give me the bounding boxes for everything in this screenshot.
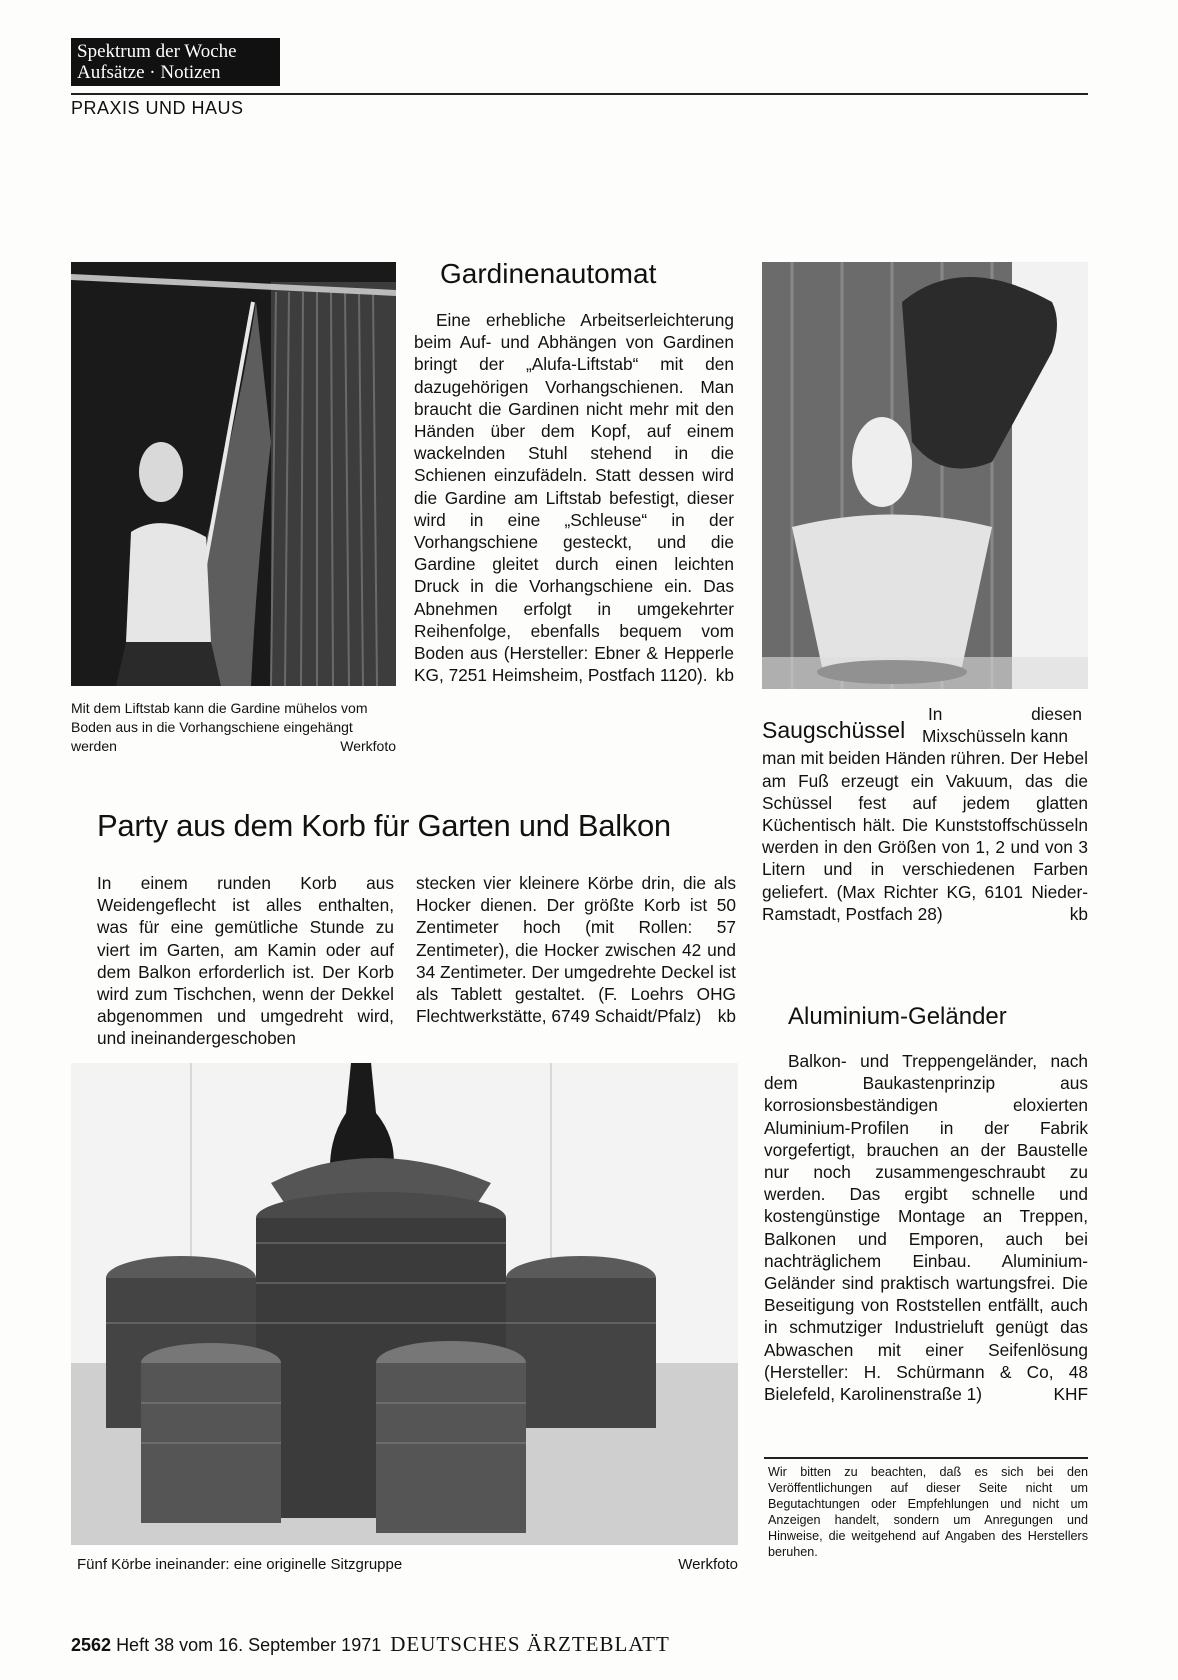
baskets-caption	[77, 1555, 738, 1574]
section-label: PRAXIS UND HAUS	[71, 98, 244, 118]
curtain-caption-credit: Werkfoto	[340, 738, 396, 754]
baskets-caption-credit: Werkfoto	[678, 1556, 738, 1573]
page-number: 2562	[71, 1635, 112, 1655]
saug-title: Saugschüssel	[762, 717, 906, 743]
party-col-1: In einem runden Korb aus Weidengeflecht ist alles enthalten, was für eine gemütliche Stunde zu viert im Garten, am Kamin oder auf dem Balkon erforderlich ist. Der Korb wird zum Tischchen, wenn der Dekkel abgenommen und umgedreht wird, und ineinandergeschoben	[97, 873, 394, 1049]
alu-text: Balkon- und Treppengeländer, nach dem Baukastenprinzip aus korrosionsbeständigen eloxierten Aluminium-Profilen in der Fabrik vorgefertigt, brauchen an der Baustelle nur noch zusammengeschraubt zu werden. Das ergibt schnelle und kostengünstige Montage an Treppen, Balkonen und Emporen, auch bei nachträglichem Einbau. Aluminium-Geländer sind praktisch wartungsfrei. Die Beseitigung von Roststellen entfällt, auch in schmutziger Industrieluft genügt das Abwaschen mit einer Seifenlösung (Hersteller: H. Schürmann & Co, 48 Bielefeld, Karolinenstraße 1)	[764, 1051, 1088, 1405]
gardinen-signature: kb	[715, 665, 734, 686]
saug-body	[762, 747, 1088, 925]
saug-intro: In diesen Mixschüsseln kann	[922, 704, 1082, 747]
masthead-line-1: Spektrum der Woche	[77, 41, 237, 62]
page-footer	[71, 1632, 670, 1657]
gardinen-body	[414, 309, 734, 686]
alu-title: Aluminium-Geländer	[788, 1003, 1007, 1030]
party-col-2-text: stecken vier kleinere Körbe drin, die als Hocker dienen. Der größte Korb ist 50 Zentimeter hoch (mit Rollen: 57 Zentimeter), die Hocker zwischen 42 und 34 Zentimeter. Der umgedrehte Deckel ist als Tablett gestaltet. (F. Loehrs OHG Flechtwerkstätte, 6749 Schaidt/Pfalz)	[416, 873, 736, 1027]
bowl-photo	[762, 262, 1088, 689]
saug-article	[762, 703, 1088, 925]
party-col-2	[416, 872, 736, 1027]
magazine-name: DEUTSCHES ÄRZTEBLATT	[390, 1632, 670, 1656]
baskets-photo	[71, 1063, 738, 1545]
notice-rule	[764, 1457, 1088, 1459]
curtain-photo	[71, 262, 396, 686]
party-signature: kb	[717, 1006, 736, 1027]
gardinen-title: Gardinenautomat	[440, 258, 657, 289]
masthead-box	[71, 38, 280, 86]
saug-text: man mit beiden Händen rühren. Der Hebel am Fuß erzeugt ein Vakuum, das die Schüssel fest auf jedem glatten Küchentisch hält. Die Kunststoffschüsseln werden in den Größen von 1, 2 und von 3 Litern und in verschiedenen Farben geliefert. (Max Richter KG, 6101 Nieder-Ramstadt, Postfach 28)	[762, 748, 1088, 924]
curtain-caption	[71, 699, 396, 756]
issue-info: Heft 38 vom 16. September 1971	[116, 1635, 382, 1655]
masthead-line-2: Aufsätze · Notizen	[77, 62, 221, 83]
curtain-caption-text: Mit dem Liftstab kann die Gardine mühelos vom Boden aus in die Vorhangschiene eingehängt werden	[71, 700, 368, 754]
saug-signature: kb	[1069, 903, 1088, 924]
party-title: Party aus dem Korb für Garten und Balkon	[97, 808, 671, 843]
baskets-caption-text: Fünf Körbe ineinander: eine originelle Sitzgruppe	[77, 1556, 403, 1573]
alu-signature: KHF	[1053, 1384, 1088, 1405]
gardinen-text: Eine erhebliche Arbeitserleichterung beim Auf- und Abhängen von Gardinen bringt der „Alufa-Liftstab“ mit den dazugehörigen Vorhangschienen. Man braucht die Gardinen nicht mehr mit den Händen über dem Kopf, auf einem wackelnden Stuhl stehend in die Schienen einzufädeln. Statt dessen wird die Gardine am Liftstab befestigt, dieser wird in eine „Schleuse“ in der Vorhangschiene gesteckt, und die Gardine gleitet durch einen leichten Druck in die Vorhangschiene ein. Das Abnehmen erfolgt in umgekehrter Reihenfolge, ebenfalls bequem vom Boden aus (Hersteller: Ebner & Hepperle KG, 7251 Heimsheim, Postfach 1120).	[414, 310, 734, 686]
alu-body	[764, 1050, 1088, 1405]
header-rule	[71, 93, 1088, 95]
disclaimer-notice: Wir bitten zu beachten, daß es sich bei den Veröffentlichungen auf dieser Seite nicht um Begutachtungen oder Empfehlungen und nicht um Anzeigen handelt, sondern um Anregungen und Hinweise, die weitgehend auf Angaben des Herstellers beruhen.	[768, 1465, 1088, 1559]
